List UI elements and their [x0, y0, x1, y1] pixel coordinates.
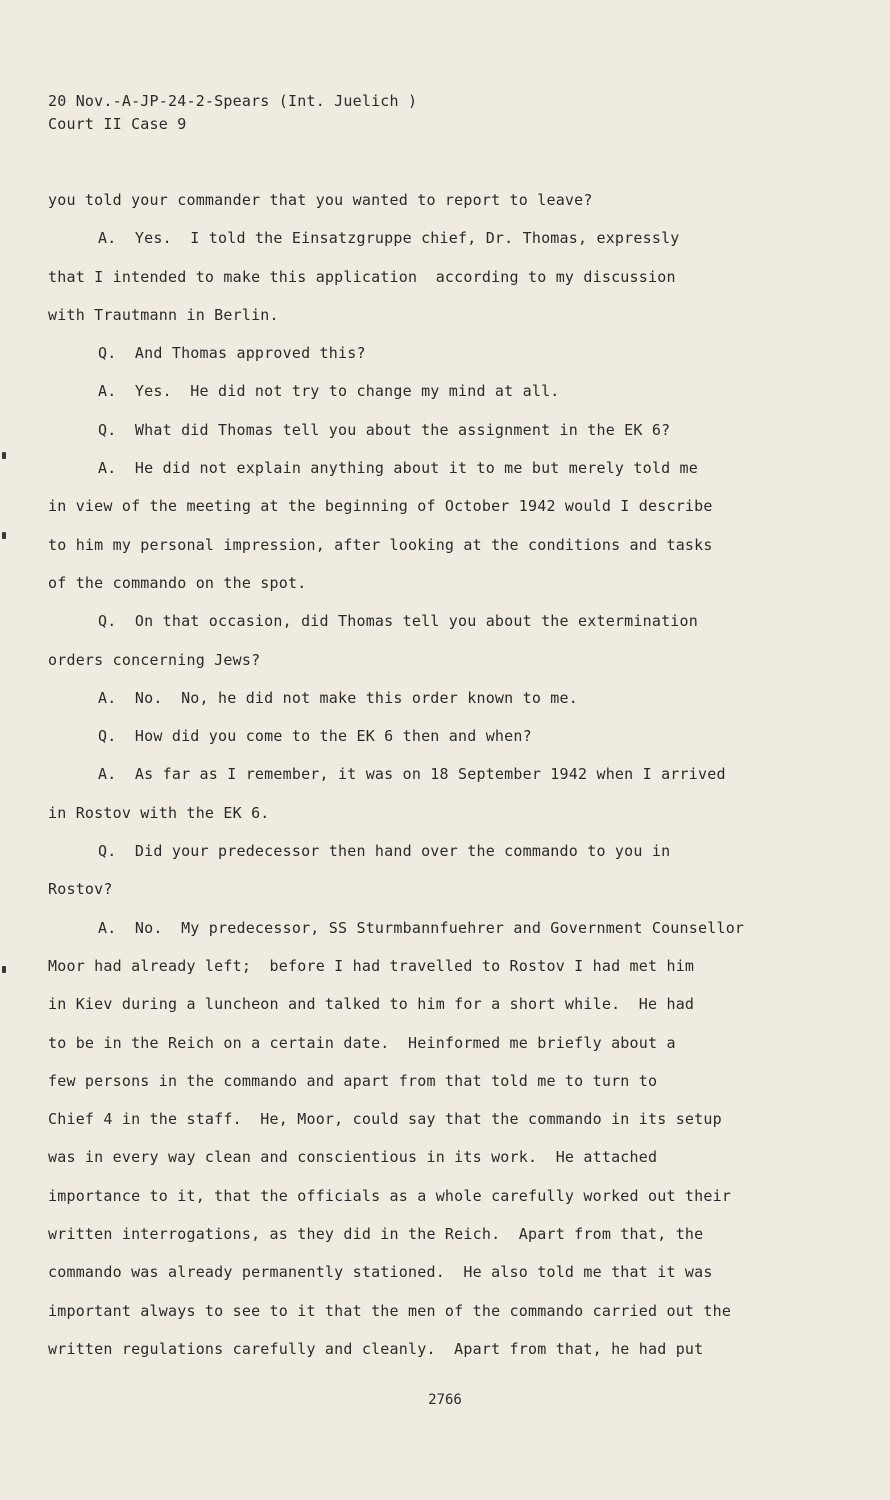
transcript-line: few persons in the commando and apart from that told me to turn to — [48, 1071, 658, 1090]
transcript-line: important always to see to it that the men of the commando carried out the — [48, 1301, 732, 1320]
transcript-line: Q. Did your predecessor then hand over the commando to you in — [98, 842, 671, 861]
transcript-line: A. As far as I remember, it was on 18 September 1942 when I arrived — [98, 765, 726, 784]
header-line-2: Court II Case 9 — [48, 115, 187, 133]
transcript-line: in view of the meeting at the beginning of October 1942 would I describe — [48, 497, 713, 516]
transcript-line: A. No. My predecessor, SS Sturmbannfuehrer and Government Counsellor — [98, 918, 745, 937]
transcript-line: with Trautmann in Berlin. — [48, 305, 279, 324]
transcript-line: A. Yes. I told the Einsatzgruppe chief, Dr. Thomas, expressly — [98, 229, 680, 248]
transcript-line: written interrogations, as they did in the Reich. Apart from that, the — [48, 1225, 704, 1244]
transcript-line: A. Yes. He did not try to change my mind at all. — [98, 382, 560, 401]
transcript-line: orders concerning Jews? — [48, 650, 261, 669]
transcript-line: importance to it, that the officials as a whole carefully worked out their — [48, 1186, 732, 1205]
transcript-line: A. He did not explain anything about it to me but merely told me — [98, 459, 698, 478]
transcript-line: Q. And Thomas approved this? — [98, 344, 366, 363]
transcript-line: Q. On that occasion, did Thomas tell you about the extermination — [98, 612, 698, 631]
transcript-line: Q. What did Thomas tell you about the assignment in the EK 6? — [98, 420, 671, 439]
punch-mark — [2, 966, 6, 973]
header-line-1: 20 Nov.-A-JP-24-2-Spears (Int. Juelich ) — [48, 92, 418, 110]
transcript-line: Q. How did you come to the EK 6 then and when? — [98, 727, 532, 746]
transcript-line: Chief 4 in the staff. He, Moor, could say that the commando in its setup — [48, 1110, 722, 1129]
punch-mark — [2, 452, 6, 459]
transcript-line: Moor had already left; before I had travelled to Rostov I had met him — [48, 956, 695, 975]
document-header — [48, 90, 417, 136]
transcript-line: commando was already permanently stationed. He also told me that it was — [48, 1263, 713, 1282]
transcript-line: Rostov? — [48, 880, 113, 899]
transcript-line: to be in the Reich on a certain date. Heinformed me briefly about a — [48, 1033, 676, 1052]
page-number: 2766 — [428, 1392, 462, 1408]
transcript-line: in Kiev during a luncheon and talked to him for a short while. He had — [48, 995, 695, 1014]
transcript-body — [48, 185, 808, 1372]
transcript-line: was in every way clean and conscientious in its work. He attached — [48, 1148, 658, 1167]
transcript-line: to him my personal impression, after looking at the conditions and tasks — [48, 535, 713, 554]
transcript-line: you told your commander that you wanted to report to leave? — [48, 191, 593, 209]
transcript-line: that I intended to make this application according to my discussion — [48, 267, 676, 286]
transcript-line: of the commando on the spot. — [48, 573, 307, 592]
punch-mark — [2, 532, 6, 539]
transcript-line: A. No. No, he did not make this order known to me. — [98, 688, 578, 707]
transcript-line: in Rostov with the EK 6. — [48, 803, 270, 822]
transcript-line: written regulations carefully and cleanly. Apart from that, he had put — [48, 1339, 704, 1358]
